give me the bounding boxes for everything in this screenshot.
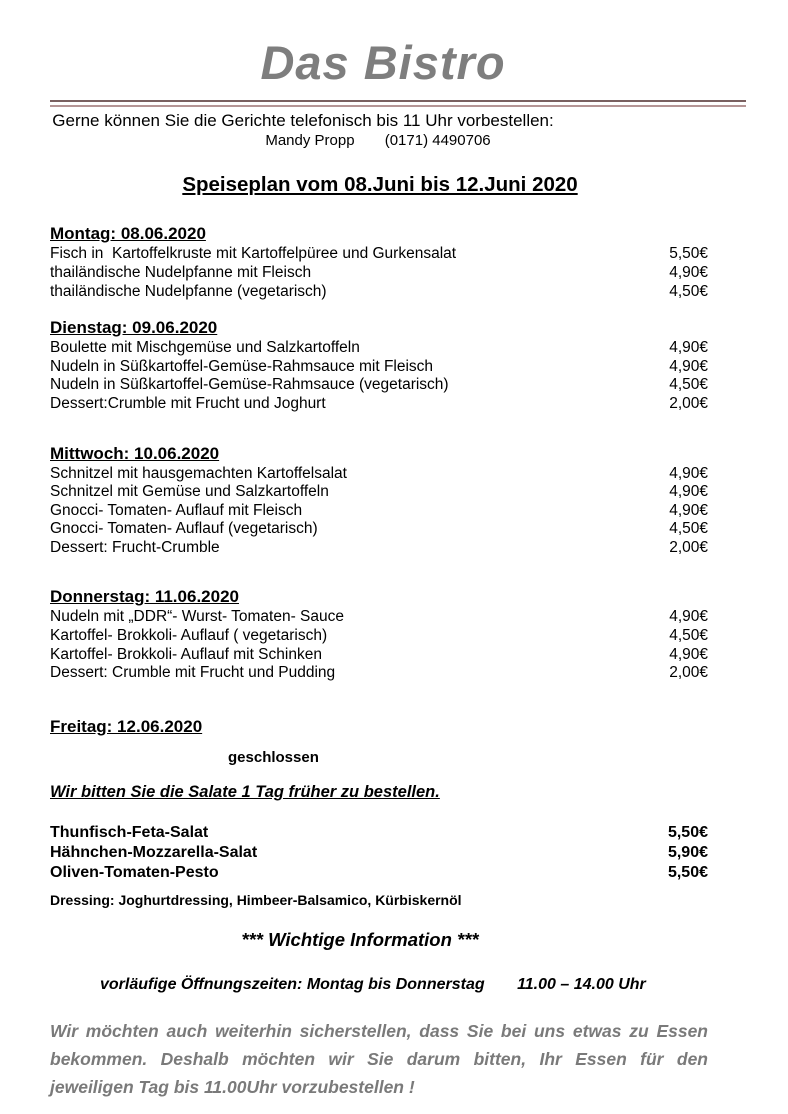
- menu-item-row: [50, 627, 746, 646]
- dish-price: 4,90€: [669, 483, 708, 501]
- day-section-donnerstag: [50, 587, 746, 682]
- dressing-note: Dressing: Joghurtdressing, Himbeer-Balsamico, Kürbiskernöl: [50, 891, 462, 908]
- dish-price: 2,00€: [669, 664, 708, 682]
- menu-item-row: [50, 539, 746, 558]
- dish-name: Kartoffel- Brokkoli- Auflauf mit Schinken: [50, 645, 322, 663]
- dish-price: 2,00€: [669, 538, 708, 556]
- closed-status-note: geschlossen: [228, 748, 319, 766]
- dish-price: 4,90€: [669, 263, 708, 281]
- menu-item-row: [50, 520, 746, 539]
- contact-name: Mandy Propp: [265, 132, 355, 150]
- dish-price: 4,90€: [669, 357, 708, 375]
- day-header-donnerstag: Donnerstag: 11.06.2020: [50, 587, 239, 607]
- menu-item-row: [50, 264, 746, 283]
- salad-row: [50, 843, 746, 863]
- menu-item-row: [50, 664, 746, 683]
- salad-price: 5,50€: [667, 863, 708, 881]
- dish-price: 4,90€: [669, 608, 708, 626]
- menu-item-row: [50, 283, 746, 302]
- dish-name: Boulette mit Mischgemüse und Salzkartoffeln: [50, 339, 360, 357]
- dish-name: Dessert:Crumble mit Frucht und Joghurt: [50, 394, 326, 412]
- day-section-montag: [50, 224, 746, 301]
- contact-line: [50, 132, 746, 149]
- day-header-mittwoch: Mittwoch: 10.06.2020: [50, 443, 220, 463]
- salad-name: Thunfisch-Feta-Salat: [50, 823, 209, 841]
- important-information-heading: *** Wichtige Information ***: [241, 928, 479, 950]
- contact-phone: (0171) 4490706: [384, 132, 491, 150]
- dish-price: 2,00€: [669, 394, 708, 412]
- salad-price: 5,90€: [667, 843, 708, 861]
- preorder-paragraph: Wir möchten auch weiterhin sicherstellen, dass Sie bei uns etwas zu Essen bekommen. Deshalb möchten wir Sie darum bitten, Ihr Essen für den jeweiligen Tag bis 11.00Uhr vorzubestellen !: [50, 1020, 708, 1097]
- dish-name: Fisch in Kartoffelkruste mit Kartoffelpüree und Gurkensalat: [50, 245, 457, 263]
- menu-title: Speiseplan vom 08.Juni bis 12.Juni 2020: [182, 173, 578, 197]
- day-section-dienstag: [50, 318, 746, 413]
- day-header-freitag: Freitag: 12.06.2020: [50, 716, 203, 736]
- dish-name: Gnocci- Tomaten- Auflauf (vegetarisch): [50, 520, 318, 538]
- preorder-note: Gerne können Sie die Gerichte telefonisch bis 11 Uhr vorbestellen:: [52, 111, 554, 131]
- dish-price: 4,50€: [669, 520, 708, 538]
- dish-price: 4,50€: [669, 376, 708, 394]
- menu-item-row: [50, 339, 746, 358]
- menu-item-row: [50, 483, 746, 502]
- menu-item-row: [50, 646, 746, 665]
- menu-item-row: [50, 358, 746, 377]
- salad-row: [50, 863, 746, 883]
- opening-hours-label: vorläufige Öffnungszeiten: Montag bis Donnerstag: [100, 975, 485, 993]
- menu-item-row: [50, 502, 746, 521]
- salad-name: Hähnchen-Mozzarella-Salat: [50, 843, 258, 861]
- dish-name: Dessert: Frucht-Crumble: [50, 538, 220, 556]
- salad-row: [50, 823, 746, 843]
- menu-item-row: [50, 376, 746, 395]
- day-section-freitag: [50, 717, 746, 767]
- dish-name: Kartoffel- Brokkoli- Auflauf ( vegetarisch): [50, 627, 328, 645]
- dish-name: Schnitzel mit Gemüse und Salzkartoffeln: [50, 483, 329, 501]
- salad-name: Oliven-Tomaten-Pesto: [50, 863, 219, 881]
- dish-price: 4,90€: [669, 464, 708, 482]
- dish-name: Gnocci- Tomaten- Auflauf mit Fleisch: [50, 501, 303, 519]
- dish-price: 5,50€: [669, 245, 708, 263]
- brand-title: Das Bistro: [260, 36, 506, 89]
- day-header-montag: Montag: 08.06.2020: [50, 224, 206, 244]
- menu-item-row: [50, 245, 746, 264]
- dish-price: 4,90€: [669, 339, 708, 357]
- dish-name: thailändische Nudelpfanne (vegetarisch): [50, 282, 327, 300]
- dish-name: Schnitzel mit hausgemachten Kartoffelsalat: [50, 464, 347, 482]
- dish-name: Dessert: Crumble mit Frucht und Pudding: [50, 664, 336, 682]
- dish-name: Nudeln in Süßkartoffel-Gemüse-Rahmsauce (vegetarisch): [50, 376, 449, 394]
- salad-price: 5,50€: [667, 823, 708, 841]
- dish-price: 4,50€: [669, 627, 708, 645]
- day-header-dienstag: Dienstag: 09.06.2020: [50, 318, 218, 338]
- salad-preorder-notice: Wir bitten Sie die Salate 1 Tag früher zu bestellen.: [50, 782, 440, 801]
- dish-name: Nudeln mit „DDR“- Wurst- Tomaten- Sauce: [50, 608, 345, 626]
- opening-hours-line: [100, 975, 746, 994]
- menu-item-row: [50, 395, 746, 414]
- dish-price: 4,90€: [669, 501, 708, 519]
- opening-hours-time: 11.00 – 14.00 Uhr: [517, 975, 646, 993]
- salads-section: [50, 823, 746, 883]
- dish-name: thailändische Nudelpfanne mit Fleisch: [50, 263, 312, 281]
- header-divider-rule: [50, 100, 746, 107]
- day-section-mittwoch: [50, 444, 746, 558]
- menu-item-row: [50, 608, 746, 627]
- menu-item-row: [50, 465, 746, 484]
- dish-price: 4,90€: [669, 645, 708, 663]
- dish-name: Nudeln in Süßkartoffel-Gemüse-Rahmsauce mit Fleisch: [50, 357, 434, 375]
- dish-price: 4,50€: [669, 282, 708, 300]
